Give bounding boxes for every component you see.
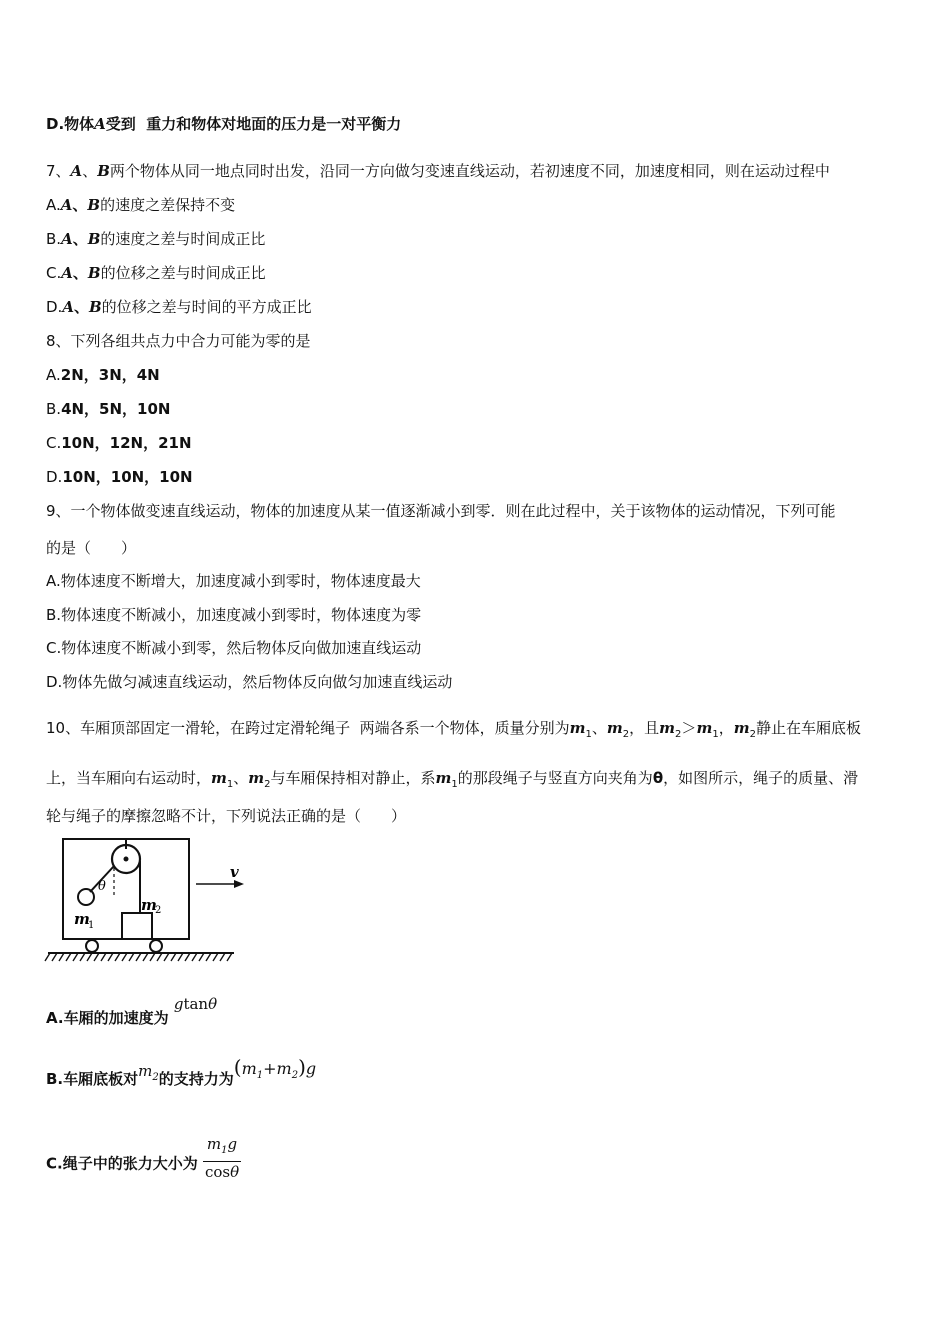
- hatch-line: [157, 953, 162, 961]
- sym-tan: tan: [183, 995, 209, 1013]
- hatch-line: [206, 953, 211, 961]
- option-text: 物体先做匀减速直线运动，然后物体反向做匀加速直线运动: [62, 673, 453, 691]
- hatch-line: [52, 953, 57, 961]
- lparen: (: [233, 1055, 242, 1079]
- var-a: A: [60, 196, 73, 214]
- q9-stem-line1: 9、一个物体做变速直线运动，物体的加速度从某一值逐渐减小到零．则在此过程中，关于该物体的运动情况，下列可能: [46, 502, 836, 520]
- q10-option-c: [46, 1135, 241, 1188]
- option-text: A.车厢的加速度为: [46, 1009, 169, 1027]
- option-text: 的位移之差与时间成正比: [100, 264, 266, 282]
- q10-stem-line2: [46, 768, 858, 795]
- m2-label: m: [141, 896, 157, 914]
- q9-option-c: [46, 638, 421, 658]
- var-sep: 、: [73, 298, 89, 316]
- hatch-line: [164, 953, 169, 961]
- q8-option-c: [46, 433, 192, 453]
- sub: 2: [749, 729, 756, 740]
- hatch-line: [220, 953, 225, 961]
- var-a: A: [62, 298, 74, 316]
- q7-number: 7、: [46, 162, 71, 180]
- hatch-line: [227, 953, 232, 961]
- var-m: m: [606, 719, 623, 737]
- m2-sub: 2: [155, 905, 162, 916]
- var-m: m: [569, 719, 586, 737]
- q6-option-d-var: A: [94, 115, 106, 133]
- sub: 1: [451, 779, 458, 790]
- sub: 1: [712, 729, 719, 740]
- hatch-line: [178, 953, 183, 961]
- ground-hatch: [45, 953, 232, 961]
- q8-option-d: [46, 467, 193, 487]
- sub: 2: [622, 729, 630, 740]
- hatch-line: [185, 953, 190, 961]
- option-text: 2N，3N，4N: [60, 366, 160, 384]
- q7-option-b: [46, 229, 265, 249]
- option-text: 物体速度不断减小到零，然后物体反向做加速直线运动: [61, 639, 422, 657]
- q9-option-d: [46, 672, 452, 692]
- option-a-formula: [174, 995, 217, 1013]
- hatch-line: [129, 953, 134, 961]
- sym-m: m: [138, 1062, 153, 1080]
- sub: 1: [256, 1070, 264, 1082]
- q10-text: 上，当车厢向右运动时，: [46, 769, 212, 787]
- hatch-line: [59, 953, 64, 961]
- q9-option-a: [46, 571, 421, 591]
- wheel-left: [86, 940, 98, 952]
- hatch-line: [45, 953, 50, 961]
- var-b: B: [88, 298, 102, 316]
- var-a: A: [61, 264, 73, 282]
- q10-text: 静止在车厢底板: [755, 719, 861, 737]
- var-m: m: [733, 719, 750, 737]
- sep: 、: [233, 769, 249, 787]
- hatch-line: [171, 953, 176, 961]
- m1-label: m: [74, 910, 90, 928]
- option-text: 物体速度不断减小，加速度减小到零时，物体速度为零: [61, 606, 422, 624]
- option-label: A.: [46, 572, 61, 590]
- mass-m2: [122, 913, 152, 939]
- q10-stem-line3: 轮与绳子的摩擦忽略不计，下列说法正确的是（ ）: [46, 807, 407, 825]
- var-sep: 、: [72, 264, 88, 282]
- option-text: 的位移之差与时间的平方成正比: [101, 298, 312, 316]
- rparen: ): [298, 1055, 306, 1079]
- sub: 2: [264, 779, 271, 790]
- q7-var-b: B: [97, 162, 110, 180]
- velocity-label: v: [230, 863, 239, 881]
- sym-theta: θ: [208, 995, 218, 1013]
- sym-g: g: [305, 1059, 317, 1078]
- hatch-line: [150, 953, 155, 961]
- var-sep: 、: [72, 230, 88, 248]
- q8-option-a: [46, 365, 160, 385]
- option-text: C.绳子中的张力大小为: [46, 1154, 198, 1173]
- gt-sign: ＞: [681, 719, 697, 737]
- option-label: B.: [46, 230, 62, 248]
- q7-option-d: [46, 297, 312, 317]
- arrow-head-icon: [234, 880, 244, 888]
- wheel-right: [150, 940, 162, 952]
- option-label: D.: [46, 468, 63, 486]
- option-label: C.: [46, 264, 62, 282]
- hatch-line: [115, 953, 120, 961]
- sub: 2: [291, 1070, 299, 1082]
- q8-stem: 8、下列各组共点力中合力可能为零的是: [46, 332, 311, 350]
- option-text: 4N，5N，10N: [61, 400, 171, 418]
- var-b: B: [87, 230, 101, 248]
- q6-option-d: [46, 114, 401, 134]
- option-text: 物体速度不断增大，加速度减小到零时，物体速度最大: [60, 572, 421, 590]
- q10-option-a: [46, 995, 218, 1028]
- hatch-line: [192, 953, 197, 961]
- var-m: m: [211, 769, 227, 787]
- hatch-line: [73, 953, 78, 961]
- q7-stem-text: 两个物体从同一地点同时出发，沿同一方向做匀变速直线运动，若初速度不同，加速度相同，则在运动过程中: [109, 162, 830, 180]
- q10-text: 10、车厢顶部固定一滑轮，在跨过定滑轮绳子 两端各系一个物体，质量分别为: [46, 719, 570, 737]
- q10-text: 与车厢保持相对静止，系: [270, 769, 436, 787]
- var-b: B: [87, 264, 101, 282]
- hatch-line: [101, 953, 106, 961]
- angle-label: θ: [98, 879, 106, 894]
- option-text: 的速度之差与时间成正比: [100, 230, 266, 248]
- hatch-line: [108, 953, 113, 961]
- m1-sub: 1: [88, 920, 95, 931]
- sym-m: m: [241, 1059, 257, 1078]
- option-b-formula: [233, 1055, 317, 1082]
- sub: 2: [675, 729, 682, 740]
- hatch-line: [213, 953, 218, 961]
- mass-m1: [78, 889, 94, 905]
- option-label: C.: [46, 434, 62, 452]
- q9-stem-line2: 的是（ ）: [46, 539, 137, 557]
- hatch-line: [122, 953, 127, 961]
- q7-stem: [46, 161, 830, 181]
- q7-option-c: [46, 263, 266, 283]
- var-m: m: [435, 769, 452, 787]
- sym-g: g: [173, 995, 184, 1013]
- var-sep: 、: [72, 196, 88, 214]
- sub: 1: [585, 729, 592, 740]
- q6-option-d-text: 受到 重力和物体对地面的压力是一对平衡力: [105, 115, 402, 133]
- plus: +: [263, 1059, 277, 1078]
- q10-figure: [44, 836, 254, 968]
- sym-m: m: [276, 1059, 292, 1078]
- var-m: m: [696, 719, 713, 737]
- q8-option-b: [46, 399, 170, 419]
- var-a: A: [61, 230, 73, 248]
- hatch-line: [80, 953, 85, 961]
- q7-var-a: A: [70, 162, 83, 180]
- option-text: B.车厢底板对: [46, 1070, 139, 1088]
- hatch-line: [136, 953, 141, 961]
- hatch-line: [94, 953, 99, 961]
- m2-symbol: [138, 1062, 159, 1083]
- fraction-numerator: [203, 1134, 241, 1162]
- hatch-line: [199, 953, 204, 961]
- hatch-line: [143, 953, 148, 961]
- hatch-line: [66, 953, 71, 961]
- var-m: m: [248, 769, 265, 787]
- option-label: A.: [46, 366, 61, 384]
- comma: ，: [718, 719, 734, 737]
- option-label: A.: [46, 196, 61, 214]
- sub: 1: [221, 1145, 228, 1156]
- theta: θ: [652, 769, 664, 787]
- option-text: 的支持力为: [158, 1070, 234, 1088]
- var-b: B: [87, 196, 101, 214]
- option-text: 10N，12N，21N: [61, 434, 192, 452]
- sub: 1: [226, 779, 234, 790]
- option-label: D.: [46, 673, 63, 691]
- q9-option-b: [46, 605, 421, 625]
- option-c-fraction: [203, 1134, 241, 1182]
- option-label: C.: [46, 639, 62, 657]
- q7-sep: 、: [82, 162, 98, 180]
- sym-g: g: [227, 1135, 238, 1153]
- option-text: 的速度之差保持不变: [100, 196, 236, 214]
- hatch-line: [87, 953, 92, 961]
- q6-option-d-prefix: D.物体: [46, 115, 95, 133]
- option-label: B.: [46, 400, 62, 418]
- fraction-denominator: [203, 1162, 241, 1182]
- sym-cos: cos: [204, 1163, 231, 1181]
- sym-m: m: [206, 1135, 222, 1153]
- sym-theta: θ: [230, 1163, 240, 1181]
- q7-option-a: [46, 195, 235, 215]
- sep: 、: [591, 719, 607, 737]
- var-m: m: [659, 719, 676, 737]
- q10-text: ，且: [629, 719, 660, 737]
- q10-option-b: [46, 1055, 317, 1096]
- option-text: 10N，10N，10N: [62, 468, 193, 486]
- q10-stem-line1: [46, 718, 861, 745]
- sub: 2: [152, 1072, 159, 1083]
- option-label: B.: [46, 606, 62, 624]
- q10-text: 的那段绳子与竖直方向夹角为: [457, 769, 653, 787]
- option-label: D.: [46, 298, 63, 316]
- q10-text: ，如图所示，绳子的质量、滑: [663, 769, 859, 787]
